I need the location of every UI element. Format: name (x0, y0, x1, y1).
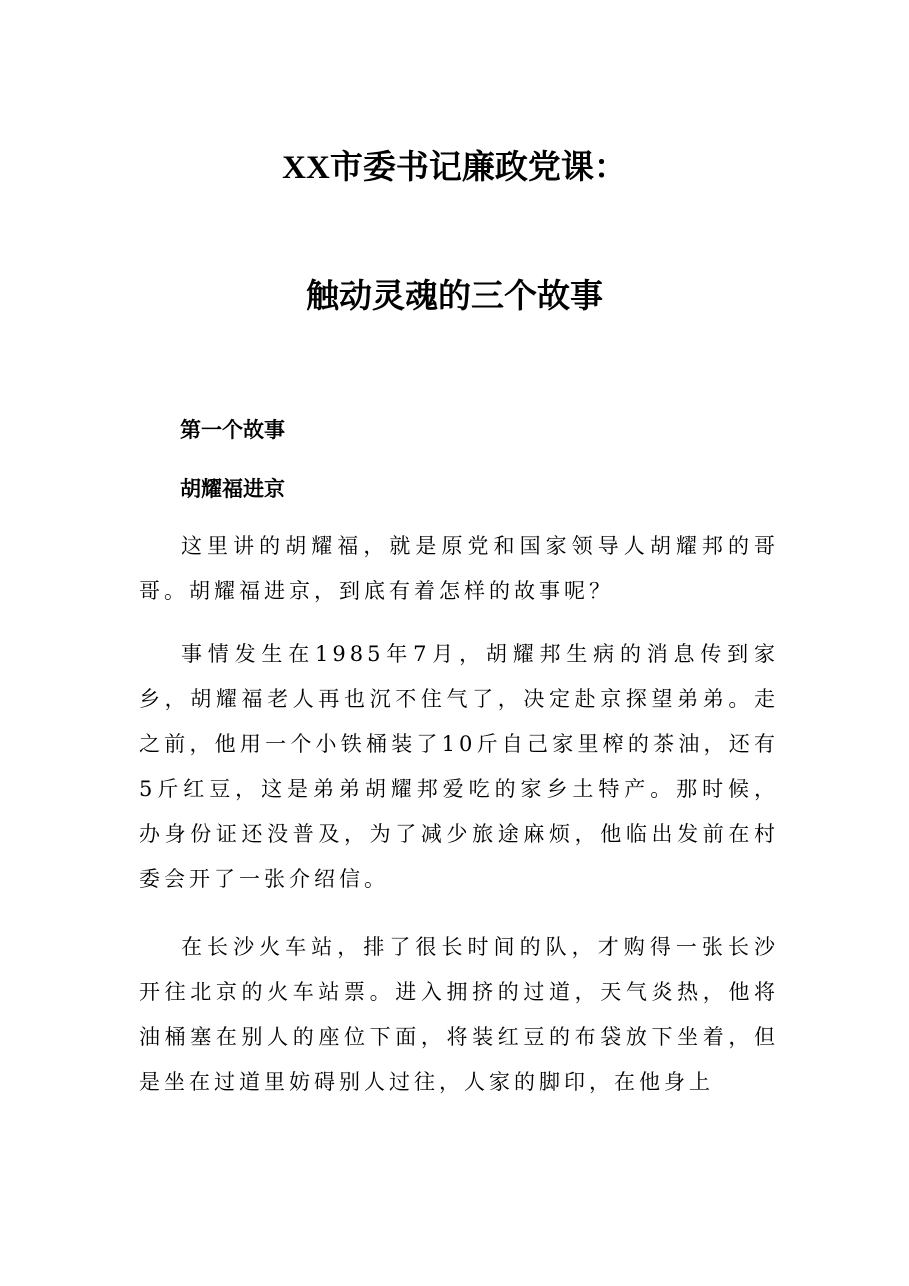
body-paragraph: 事情发生在1985年7月，胡耀邦生病的消息传到家乡，胡耀福老人再也沉不住气了，决定赴京探望弟弟。走之前，他用一个小铁桶装了10斤自己家里榨的茶油，还有5斤红豆，这是弟弟胡耀邦爱吃的家乡土特产。那时候，办身份证还没普及，为了减少旅途麻烦，他临出发前在村委会开了一张介绍信。 (139, 642, 779, 891)
story-title: 胡耀福进京 (180, 477, 285, 501)
body-paragraph: 这里讲的胡耀福，就是原党和国家领导人胡耀邦的哥哥。胡耀福进京，到底有着怎样的故事呢？ (139, 534, 779, 603)
section-heading: 第一个故事 (180, 418, 285, 442)
body-paragraph: 在长沙火车站，排了很长时间的队，才购得一张长沙开往北京的火车站票。进入拥挤的过道，天气炎热，他将油桶塞在别人的座位下面，将装红豆的布袋放下坐着，但是坐在过道里妨碍别人过往，人家的脚印，在他身上 (139, 935, 779, 1094)
document-title-line-2: 触动灵魂的三个故事 (306, 279, 603, 315)
document-title-line-1: XX市委书记廉政党课： (282, 150, 627, 186)
